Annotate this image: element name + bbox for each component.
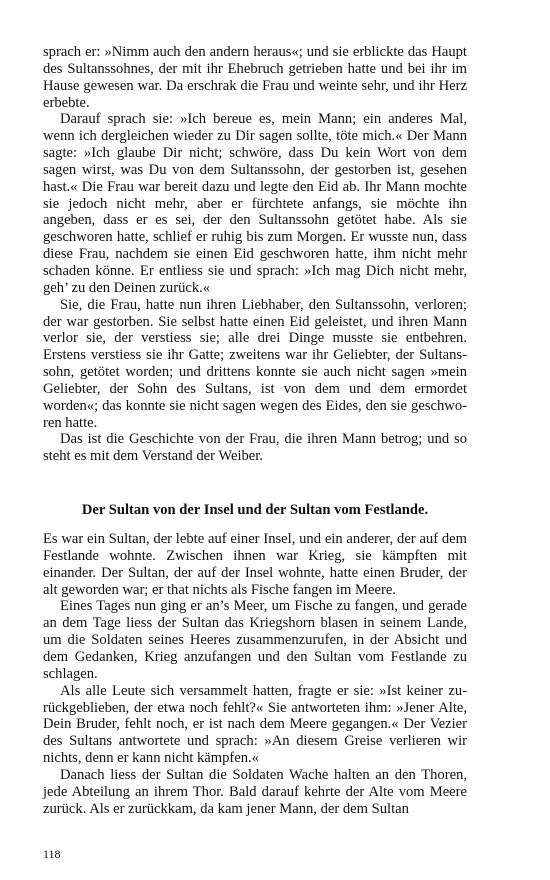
story1-paragraph-1: sprach er: »Nimm auch den andern heraus«; und sie erblickte das Haupt des Sultanssohnes, der mit ihr Ehebruch getrieben hatte und bei ihr im Hause gewesen war. Da erschrak die Frau und weinte sehr, und ihr Herz erbebte. — [43, 44, 467, 111]
story2-paragraph-4: Danach liess der Sultan die Soldaten Wache halten an den Thoren, jede Abteilung an ihrem Thor. Bald darauf kehrte der Alte vom Meere zurück. Als er zurückkam, da kam jener Mann, der dem Sultan — [43, 766, 467, 817]
story1-paragraph-3: Sie, die Frau, hatte nun ihren Liebhaber, den Sultanssohn, verloren; der war gestorben. Sie selbst hatte einen Eid geleistet, und ihren Mann verlor sie, der verstiess sie; alle drei Dinge musste sie entbehren. Erstens verstiess sie ihr Gatte; zweitens war ihr Geliebter, der Sultanssohn, getötet worden; und drittens konnte sie auch nicht sagen »mein Geliebter, der Sohn des Sultans, ist von dem und dem ermordet worden«; das konnte sie nicht sagen wegen des Eides, den sie geschworen hatte. — [43, 296, 467, 431]
story2-paragraph-1: Es war ein Sultan, der lebte auf einer Insel, und ein anderer, der auf dem Festlande wohnte. Zwischen ihnen war Krieg, sie kämpften mit einander. Der Sultan, der auf der Insel wohnte, hatte einen Bruder, der alt geworden war; er that nichts als Fische fangen im Meere. — [43, 531, 467, 598]
story2-paragraph-3: Als alle Leute sich versammelt hatten, fragte er sie: »Ist keiner zurückgeblieben, der etwa noch fehlt?« Sie antworteten ihm: »Jener Alte, Dein Bruder, fehlt noch, er ist nach dem Meere gegangen.« Der Vezier des Sultans antwortete und sprach: »An diesem Greise verlieren wir nichts, denn er kann nicht kämpfen.« — [43, 682, 467, 767]
story2-paragraph-2: Eines Tages nun ging er an’s Meer, um Fische zu fangen, und gerade an dem Tage liess der Sultan das Kriegshorn blasen in seinem Lande, um die Soldaten seines Heeres zusammenzurufen, in der Absicht und dem Gedanken, Krieg anzufangen und den Sultan vom Festlande zu schlagen. — [43, 598, 467, 682]
page-number: 118 — [43, 847, 61, 861]
story1-paragraph-2: Darauf sprach sie: »Ich bereue es, mein Mann; ein anderes Mal, wenn ich dergleichen wieder zu Dir sagen sollte, töte mich.« Der Mann sagte: »Ich glaube Dir nicht; schwöre, dass Du kein Wort von dem sagen wirst, was Du von dem Sultanssohn, der gestorben ist, gesehen hast.« Die Frau war bereit dazu und legte den Eid ab. Ihr Mann mochte sie jedoch nicht mehr, aber er fürchtete anfangs, sie möchte ihn angeben, dass er es sei, der den Sultanssohn getötet habe. Als sie geschworen hatte, schlief er ruhig bis zum Morgen. Er wusste nun, dass diese Frau, nachdem sie einen Eid geschworen hatte, ihm nicht mehr schaden könne. Er entliess sie und sprach: »Ich mag Dich nicht mehr, geh’ zu den Deinen zurück.« — [43, 111, 467, 296]
story2-title: Der Sultan von der Insel und der Sultan vom Festlande. — [81, 502, 429, 519]
story1-paragraph-4: Das ist die Geschichte von der Frau, die ihren Mann betrog; und so steht es mit dem Verstand der Weiber. — [43, 431, 467, 465]
page-body — [43, 44, 467, 817]
